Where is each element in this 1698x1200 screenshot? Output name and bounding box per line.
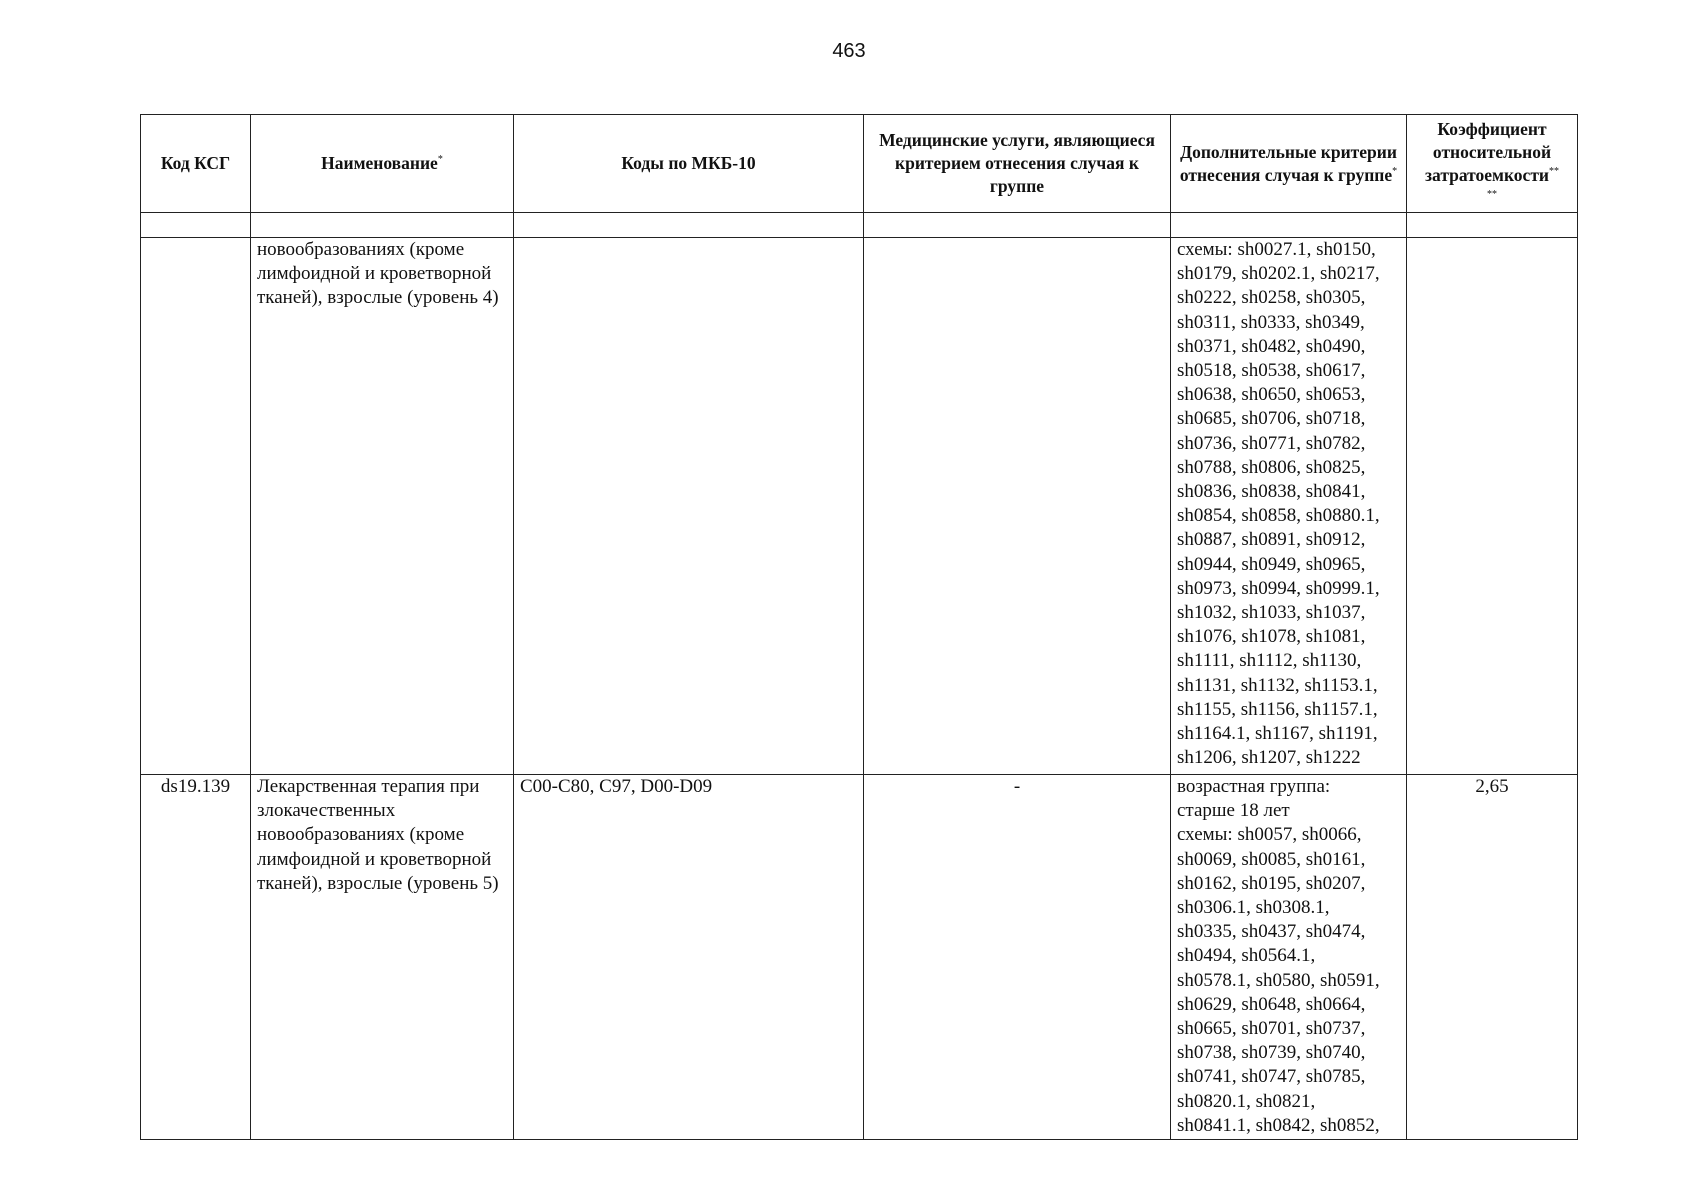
- header-code: Код КСГ: [141, 115, 251, 213]
- criteria-line: sh0494, sh0564.1,: [1177, 945, 1316, 967]
- table-header-row: [141, 115, 1578, 213]
- cell-services: -: [864, 775, 1171, 1140]
- criteria-line: sh0820.1, sh0821,: [1177, 1090, 1316, 1112]
- criteria-line: sh0788, sh0806, sh0825,: [1177, 456, 1366, 478]
- cell-criteria: [1171, 775, 1407, 1140]
- cell-code: ds19.139: [141, 775, 251, 1140]
- header-coefficient: Коэффициент относительной затратоемкости** **: [1407, 115, 1578, 213]
- criteria-line: sh0311, sh0333, sh0349,: [1177, 311, 1365, 333]
- cell-icd: C00-C80, C97, D00-D09: [514, 775, 864, 1140]
- cell-code: [141, 238, 251, 775]
- criteria-line: sh1032, sh1033, sh1037,: [1177, 602, 1366, 624]
- criteria-line: sh1206, sh1207, sh1222: [1177, 747, 1361, 769]
- criteria-line: sh1155, sh1156, sh1157.1,: [1177, 698, 1378, 720]
- criteria-line: sh1076, sh1078, sh1081,: [1177, 626, 1366, 648]
- criteria-line: sh0638, sh0650, sh0653,: [1177, 384, 1366, 406]
- cell-coefficient: [1407, 238, 1578, 775]
- cell-criteria: [1171, 238, 1407, 775]
- criteria-line: sh0629, sh0648, sh0664,: [1177, 993, 1366, 1015]
- criteria-line: схемы: sh0057, sh0066,: [1177, 824, 1362, 846]
- page-number: 463: [832, 40, 866, 62]
- cell-icd: [514, 238, 864, 775]
- criteria-line: sh0736, sh0771, sh0782,: [1177, 432, 1366, 454]
- table-row: [141, 775, 1578, 1140]
- criteria-line: возрастная группа:: [1177, 776, 1331, 797]
- criteria-line: схемы: sh0027.1, sh0150,: [1177, 239, 1376, 260]
- cell-coefficient: 2,65: [1407, 775, 1578, 1140]
- cell-name: Лекарственная терапия при злокачественных новообразованиях (кроме лимфоидной и кроветворной тканей), взрослые (уровень 5): [251, 775, 514, 1140]
- criteria-line: sh0738, sh0739, sh0740,: [1177, 1042, 1366, 1064]
- criteria-line: sh0518, sh0538, sh0617,: [1177, 360, 1366, 382]
- cell-name: новообразованиях (кроме лимфоидной и кроветворной тканей), взрослые (уровень 4): [251, 238, 514, 775]
- criteria-line: sh0371, sh0482, sh0490,: [1177, 335, 1366, 357]
- criteria-line: sh1164.1, sh1167, sh1191,: [1177, 723, 1378, 745]
- criteria-line: sh0306.1, sh0308.1,: [1177, 897, 1330, 919]
- footnote-mark: **: [1549, 165, 1560, 177]
- footnote-mark: **: [1487, 188, 1497, 200]
- criteria-line: sh0841.1, sh0842, sh0852,: [1177, 1114, 1380, 1136]
- criteria-line: sh0578.1, sh0580, sh0591,: [1177, 969, 1380, 991]
- criteria-line: sh0836, sh0838, sh0841,: [1177, 481, 1366, 503]
- table-spacer-row: [141, 213, 1578, 238]
- table-row: [141, 238, 1578, 775]
- criteria-line: sh1111, sh1112, sh1130,: [1177, 650, 1362, 672]
- header-name: Наименование*: [251, 115, 514, 213]
- header-services: Медицинские услуги, являющиеся критерием отнесения случая к группе: [864, 115, 1171, 213]
- footnote-mark: *: [1392, 165, 1398, 177]
- criteria-line: sh0069, sh0085, sh0161,: [1177, 848, 1366, 870]
- criteria-line: sh0685, sh0706, sh0718,: [1177, 408, 1366, 430]
- criteria-line: sh0944, sh0949, sh0965,: [1177, 553, 1366, 575]
- criteria-line: sh0665, sh0701, sh0737,: [1177, 1018, 1366, 1040]
- ksg-table: [140, 114, 1578, 1140]
- criteria-line: sh0887, sh0891, sh0912,: [1177, 529, 1366, 551]
- header-criteria: Дополнительные критерии отнесения случая к группе*: [1171, 115, 1407, 213]
- header-icd: Коды по МКБ-10: [514, 115, 864, 213]
- criteria-line: sh0854, sh0858, sh0880.1,: [1177, 505, 1380, 527]
- criteria-line: sh1131, sh1132, sh1153.1,: [1177, 674, 1378, 696]
- criteria-line: sh0741, sh0747, sh0785,: [1177, 1066, 1366, 1088]
- criteria-line: sh0179, sh0202.1, sh0217,: [1177, 263, 1380, 285]
- cell-services: [864, 238, 1171, 775]
- footnote-mark: *: [437, 154, 443, 166]
- criteria-line: старше 18 лет: [1177, 800, 1290, 822]
- criteria-line: sh0162, sh0195, sh0207,: [1177, 872, 1366, 894]
- criteria-line: sh0222, sh0258, sh0305,: [1177, 287, 1366, 309]
- criteria-line: sh0973, sh0994, sh0999.1,: [1177, 577, 1380, 599]
- criteria-line: sh0335, sh0437, sh0474,: [1177, 921, 1366, 943]
